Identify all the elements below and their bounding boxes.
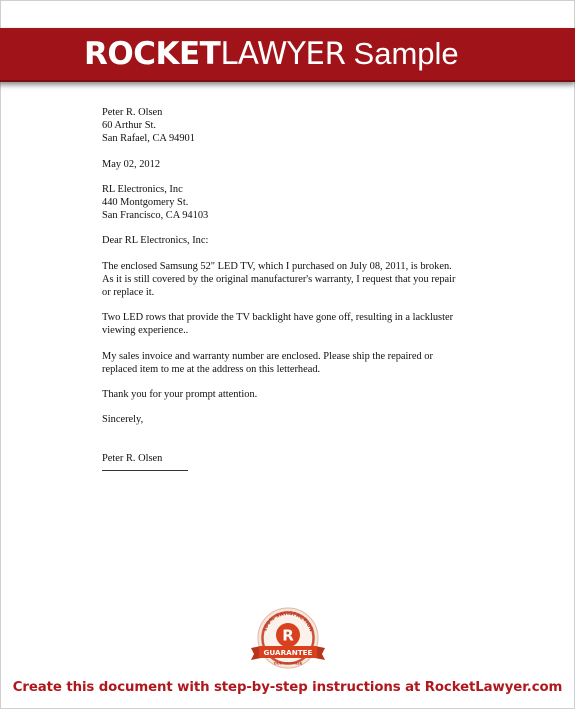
signature-name: Peter R. Olsen bbox=[102, 453, 163, 465]
badge-top-text: 100% SATISFACTION bbox=[261, 610, 315, 633]
salutation: Dear RL Electronics, Inc: bbox=[102, 235, 209, 247]
cta-link[interactable]: Create this document with step-by-step instructions at RocketLawyer.com bbox=[12, 680, 563, 695]
paragraph-block bbox=[102, 311, 462, 337]
letter-date-block bbox=[102, 158, 462, 171]
body-paragraph: The enclosed Samsung 52" LED TV, which I purchased on July 08, 2011, is broken. As it is still covered by the original manufacturer's warranty, I request that you repair or replace it. bbox=[102, 260, 456, 299]
guarantee-badge[interactable] bbox=[249, 606, 327, 678]
badge-bottom-text: OUR PROMISE bbox=[273, 661, 303, 666]
recipient-city: San Francisco, CA 94103 bbox=[102, 210, 209, 222]
sender-address bbox=[102, 106, 462, 146]
sender-name: Peter R. Olsen bbox=[102, 107, 163, 118]
sender-street: 60 Arthur St. bbox=[102, 120, 156, 132]
signature-space bbox=[102, 426, 462, 452]
closing: Sincerely, bbox=[102, 414, 144, 426]
body-paragraph: Thank you for your prompt attention. bbox=[102, 389, 258, 401]
sample-label: Sample bbox=[353, 36, 459, 71]
signature-block bbox=[102, 452, 462, 470]
sender-city: San Rafael, CA 94901 bbox=[102, 133, 195, 145]
paragraph-block bbox=[102, 388, 462, 401]
recipient-address bbox=[102, 183, 462, 223]
salutation-block bbox=[102, 234, 462, 247]
recipient-name: RL Electronics, Inc bbox=[102, 183, 183, 195]
paragraph-block bbox=[102, 350, 462, 376]
header-banner bbox=[0, 28, 575, 82]
brand-name-light: LAWYER bbox=[220, 36, 346, 72]
letter-body bbox=[102, 106, 462, 471]
badge-ribbon-text: GUARANTEE bbox=[263, 648, 313, 657]
brand-logo[interactable] bbox=[84, 28, 459, 80]
paragraph-block bbox=[102, 260, 462, 300]
recipient-street: 440 Montgomery St. bbox=[102, 197, 189, 209]
closing-block bbox=[102, 413, 462, 426]
brand-name-bold: ROCKET bbox=[84, 36, 221, 72]
badge-letter: R bbox=[282, 626, 294, 645]
signature-line bbox=[102, 466, 188, 471]
body-paragraph: Two LED rows that provide the TV backlight have gone off, resulting in a lackluster viewing experience.. bbox=[102, 312, 454, 337]
guarantee-seal-icon bbox=[249, 606, 327, 678]
body-paragraph: My sales invoice and warranty number are enclosed. Please ship the repaired or replaced item to me at the address on this letterhead. bbox=[102, 350, 433, 375]
letter-date: May 02, 2012 bbox=[102, 158, 161, 170]
